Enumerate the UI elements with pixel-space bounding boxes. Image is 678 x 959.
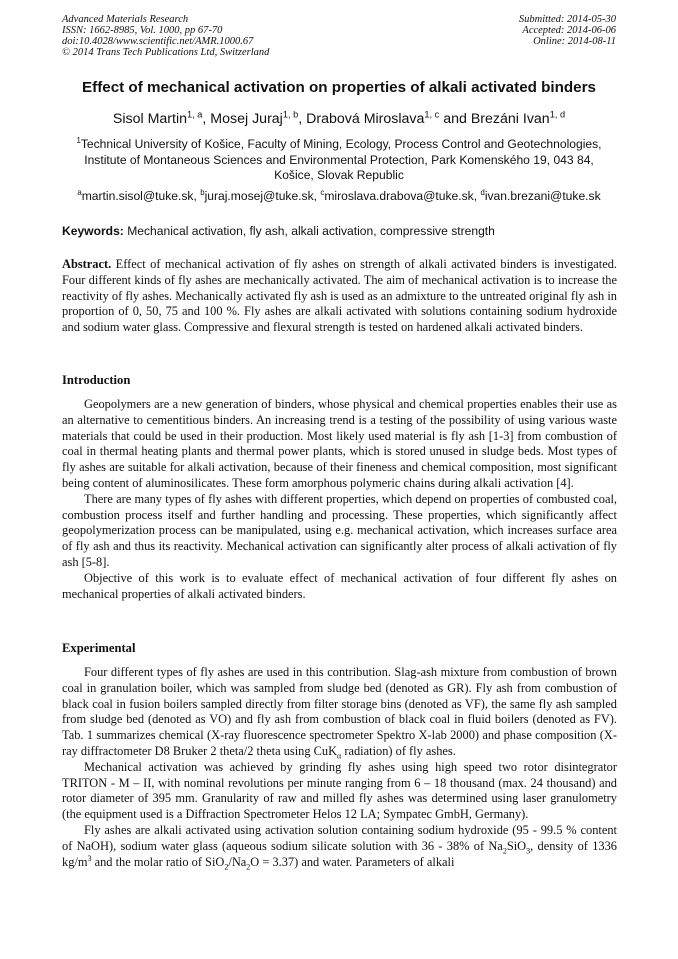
author-name: Brezáni Ivan bbox=[470, 111, 550, 127]
paragraph: Fly ashes are alkali activated using activation solution containing sodium hydroxide (95 - 99.5 % content of NaOH), sodium water glass (aqueous sodium silicate solution with 36 - 38% of $Na_2SiO_3$, density of 1336 $kg/m^3$ and the molar ratio of $SiO_2/Na_2O = 3.37$) and water. Parameters of alkali bbox=[62, 822, 617, 872]
doi: doi:10.4028/www.scientific.net/AMR.1000.67 bbox=[62, 36, 254, 47]
email-separator: , bbox=[193, 189, 201, 203]
author-separator: and bbox=[439, 111, 471, 127]
email-separator: , bbox=[313, 189, 321, 203]
affiliation-line: Institute of Montaneous Sciences and Environmental Protection, Park Komenského 19, 043 84, bbox=[84, 152, 594, 167]
keywords-label: Keywords: bbox=[62, 224, 124, 238]
abstract-label: Abstract. bbox=[62, 257, 112, 271]
publication-dates bbox=[519, 14, 616, 47]
abstract-text: Effect of mechanical activation of fly ashes on strength of alkali activated binders is investigated. Four different kinds of fly ashes are mechanically activated. The aim of mechanical activation is to increase the reactivity of fly ashes. Mechanically activated fly ash is used as an admixture to the untreated original fly ash in proportion of 0, 50, 75 and 100 %. Fly ashes are alkali activated with solutions containing sodium hydroxide and sodium water glass. Compressive and flexural strength is tested on hardened alkali activated binders. bbox=[62, 257, 617, 335]
journal-info bbox=[62, 14, 269, 58]
email-separator: , bbox=[473, 189, 481, 203]
author-superscript: 1, a bbox=[187, 109, 203, 120]
email-address[interactable]: martin.sisol@tuke.sk bbox=[81, 189, 194, 203]
issn: ISSN: 1662-8985, Vol. 1000, pp 67-70 bbox=[62, 25, 223, 36]
paragraph: Mechanical activation was achieved by grinding fly ashes using high speed two rotor disintegrator TRITON - M – II, with nominal revolutions per minute ranging from 6 – 18 thousand (max. 24 thousand) and rotor diameter of 395 mm. Granularity of raw and milled fly ashes was determined using laser granulometry (the equipment used is a Diffraction Spectrometer Helos 12 LA; Sympatec GmbH, Germany). bbox=[62, 759, 617, 822]
paragraph: There are many types of fly ashes with different properties, which depend on properties of combusted coal, combustion process itself and further handling and processing. These properties, which significantly affect geopolymerization process can be manipulated, using e.g. mechanical activation, which increases surface area of fly ash and thus its reactivity. Mechanical activation can significantly alter process of alkali activation of fly ash [5-8]. bbox=[62, 491, 617, 569]
author-superscript: 1, d bbox=[549, 109, 566, 120]
paragraph: Four different types of fly ashes are used in this contribution. Slag-ash mixture from combustion of brown coal in granulation boiler, which was sampled from sludge bed (denoted as GR). Fly ash from combustion of black coal in fusion boilers sampled directly from filter storage bins (denoted as VF), the same fly ash sampled from sludge bed (denoted as VO) and fly ash from combustion of black coal in fluid boilers (denoted as FV). Tab. 1 summarizes chemical (X-ray fluorescence spectrometer Spektro X-lab 2000) and phase composition (X-ray diffractometer D8 Bruker 2 theta/2 theta using CuK$_\alpha$ radiation) of fly ashes. bbox=[62, 665, 617, 761]
paragraph: Geopolymers are a new generation of binders, whose physical and chemical properties enables their use as an alternative to cementitious binders. An increasing trend is a testing of the possibility of using various waste materials that could be used in their production. Most likely used material is fly ash [1-3] from combustion of coal in thermal heating plants and thermal power plants, which is stored unused in sludge beds. Most types of fly ashes are suitable for alkali activation, because of their fineness and chemical composition, most significant being content of aluminosilicates. These form amorphous polymeric chains during alkali activation [4]. bbox=[62, 397, 617, 490]
abstract bbox=[62, 257, 617, 336]
paragraph: Objective of this work is to evaluate effect of mechanical activation of four different fly ashes on mechanical properties of alkali activated binders. bbox=[62, 570, 617, 601]
author-name: Mosej Juraj bbox=[210, 111, 283, 127]
submitted-date: Submitted: 2014-05-30 bbox=[518, 14, 616, 25]
affiliation-superscript: 1 bbox=[76, 135, 81, 145]
email-superscript: b bbox=[200, 187, 205, 197]
affiliation-line: Košice, Slovak Republic bbox=[274, 168, 404, 183]
section-heading-introduction: Introduction bbox=[62, 373, 131, 387]
affiliation-line: Technical University of Košice, Faculty of Mining, Ecology, Process Control and Geotechnologies, bbox=[80, 137, 602, 151]
journal-name: Advanced Materials Research bbox=[62, 14, 189, 25]
author-list bbox=[0, 111, 678, 127]
affiliation bbox=[0, 137, 678, 184]
author-superscript: 1, b bbox=[282, 109, 299, 120]
email-address[interactable]: ivan.brezani@tuke.sk bbox=[484, 189, 601, 203]
email-superscript: d bbox=[480, 187, 485, 197]
email-list bbox=[0, 189, 678, 203]
email-address[interactable]: miroslava.drabova@tuke.sk bbox=[324, 189, 474, 203]
experimental-body bbox=[62, 665, 617, 870]
paper-title: Effect of mechanical activation on properties of alkali activated binders bbox=[82, 79, 596, 96]
email-superscript: c bbox=[320, 187, 325, 197]
copyright: © 2014 Trans Tech Publications Ltd, Switzerland bbox=[62, 47, 270, 58]
author-superscript: 1, c bbox=[424, 109, 440, 120]
introduction-body bbox=[62, 397, 617, 602]
email-superscript: a bbox=[77, 187, 82, 197]
author-name: Drabová Miroslava bbox=[306, 111, 425, 127]
accepted-date: Accepted: 2014-06-06 bbox=[522, 25, 616, 36]
author-name: Sisol Martin bbox=[112, 111, 188, 127]
keywords bbox=[62, 224, 622, 238]
section-heading-experimental: Experimental bbox=[62, 641, 136, 655]
online-date: Online: 2014-08-11 bbox=[533, 36, 616, 47]
keywords-text: Mechanical activation, fly ash, alkali activation, compressive strength bbox=[127, 224, 495, 238]
email-address[interactable]: juraj.mosej@tuke.sk bbox=[204, 189, 314, 203]
author-separator: , bbox=[298, 111, 307, 127]
author-separator: , bbox=[202, 111, 211, 127]
